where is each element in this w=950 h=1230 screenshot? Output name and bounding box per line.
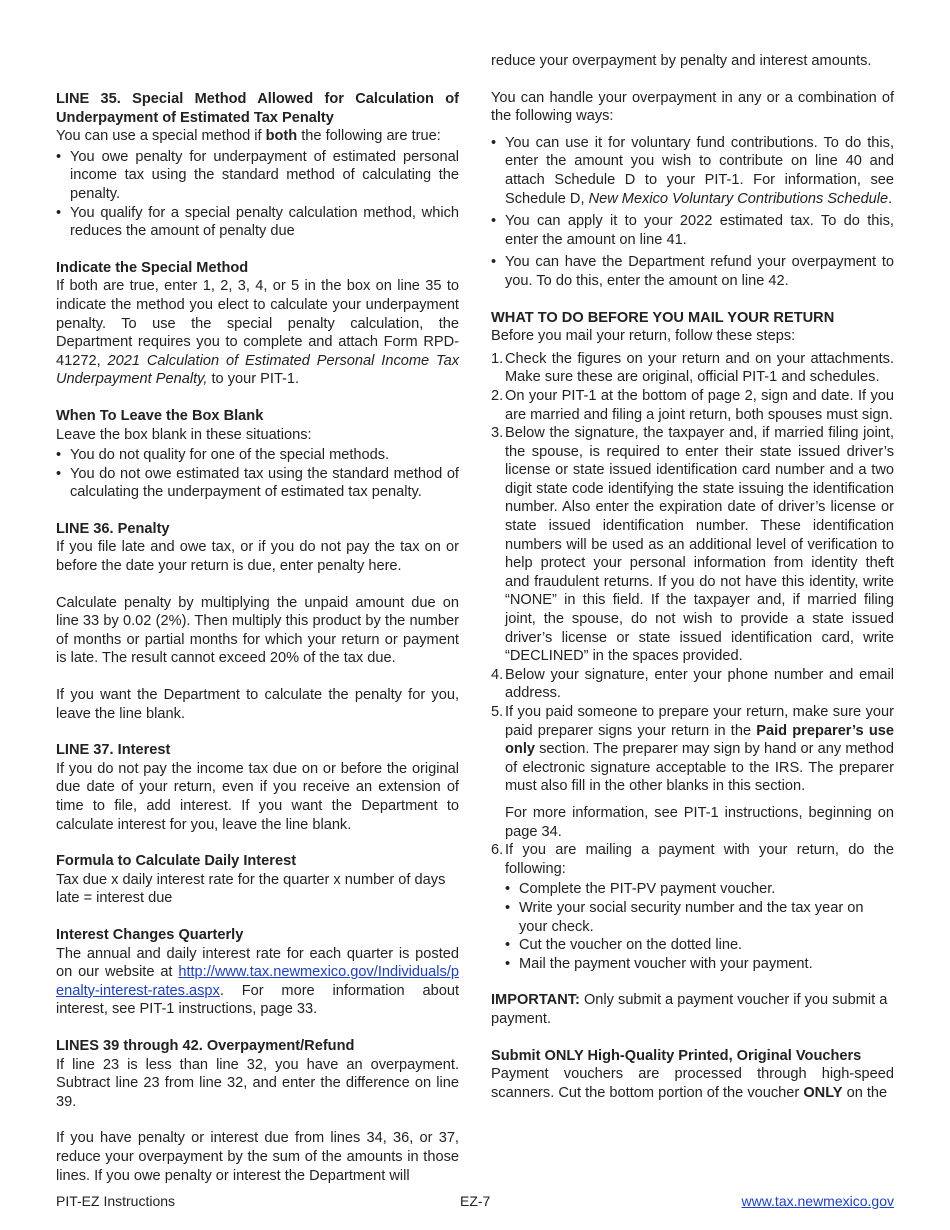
list-item [491, 134, 894, 208]
step-5 [491, 703, 894, 841]
step-number: 1. [491, 350, 504, 367]
step-6 [491, 841, 894, 973]
step-text: Below your signature, enter your phone number and email address. [505, 666, 894, 702]
changes-heading: Interest Changes Quarterly [56, 926, 244, 943]
line36-p3: If you want the Department to calculate the penalty for you, leave the line blank. [56, 687, 459, 722]
step-1 [491, 350, 894, 387]
interest-rates-link[interactable]: http://www.tax.newmexico.gov/Individuals/penalty-interest-rates.aspx [56, 964, 459, 999]
step-text: On your PIT-1 at the bottom of page 2, sign and date. If you are married and filing a joint return, both spouses must sign. [505, 387, 894, 423]
way1-post: . [888, 190, 893, 207]
right-column [491, 52, 894, 1102]
blank-bullets [56, 446, 459, 502]
list-item: • You can have the Department refund your overpayment to you. To do this, enter the amount on line 42. [491, 253, 894, 290]
lines39-heading: LINES 39 through 42. Overpayment/Refund [56, 1037, 355, 1054]
list-item: • Complete the PIT-PV payment voucher. [505, 880, 894, 899]
list-item: • You owe penalty for underpayment of estimated personal income tax using the standard method of calculating the penalty. [56, 148, 459, 204]
line36-p1: If you file late and owe tax, or if you do not pay the tax on or before the date your return is due, enter penalty here. [56, 539, 459, 575]
list-item: • Write your social security number and the tax year on your check. [505, 899, 894, 936]
submit-text-pre: Payment vouchers are processed through high-speed scanners. Cut the bottom portion of the voucher [491, 1066, 894, 1101]
formula-heading: Formula to Calculate Daily Interest [56, 853, 297, 870]
line35-intro-bold: both [265, 128, 298, 145]
overpayment-continued: reduce your overpayment by penalty and interest amounts. [491, 53, 872, 69]
list-item: • You can apply it to your 2022 estimated tax. To do this, enter the amount on line 41. [491, 212, 894, 249]
line35-intro [56, 127, 459, 146]
step-4 [491, 666, 894, 703]
step-text: Below the signature, the taxpayer and, if married filing joint, the spouse, is required to enter their state issued driver’s license or state issued identification card number and a two digit state code identifying the state issuing the identification number. Also enter the expiration date of driver’s license or state issued identification number. These identification numbers will be used as an additional level of verification to help protect your personal information from identity theft and fraudulent returns. If you do not have this identity, write “NONE” in this field. If the taxpayer and, if married filing joint, the spouse, do not wish to provide a state issued driver’s license or state issued identification card, write “DECLINED” in the spaces provided. [505, 425, 894, 665]
line37-p1: If you do not pay the income tax due on or before the original due date of your return, even if you receive an extension of time to file, add interest. If you want the Department to calculate interest for you, leave the line blank. [56, 760, 459, 833]
step-text-post: section. The preparer may sign by hand or any method of electronic signature acceptable to the IRS. The preparer must also fill in the other blanks in this section. [505, 741, 894, 795]
way1-schedule-title: New Mexico Voluntary Contributions Schedule [588, 190, 889, 207]
indicate-text-post: to your PIT-1. [207, 371, 300, 388]
submit-heading: Submit ONLY High-Quality Printed, Original Vouchers [491, 1047, 862, 1064]
line36-p2: Calculate penalty by multiplying the unpaid amount due on line 33 by 0.02 (2%). Then multiply this product by the number of months or partial months for which your return or payment is late. The result cannot exceed 20% of the tax due. [56, 594, 459, 667]
list-item: • You qualify for a special penalty calculation method, which reduces the amount of penalty due [56, 204, 459, 241]
list-item: • You do not quality for one of the special methods. [56, 446, 459, 465]
left-column [56, 52, 459, 1185]
handle-text: You can handle your overpayment in any or a combination of the following ways: [491, 89, 894, 125]
important-note [491, 991, 894, 1028]
footer-doc-title: PIT-EZ Instructions [56, 1193, 176, 1209]
footer-page-number: EZ-7 [460, 1193, 491, 1209]
submit-text [491, 1065, 894, 1102]
lines39-p1: If line 23 is less than line 32, you have an overpayment. Subtract line 23 from line 32, and enter the difference on line 39. [56, 1056, 459, 1110]
step-text: Check the figures on your return and on your attachments. Make sure these are original, official PIT-1 and schedules. [505, 350, 894, 386]
blank-heading: When To Leave the Box Blank [56, 407, 264, 424]
changes-text [56, 945, 459, 1019]
step-number: 3. [491, 425, 504, 442]
indicate-text [56, 277, 459, 389]
mail-heading: WHAT TO DO BEFORE YOU MAIL YOUR RETURN [491, 309, 835, 326]
lines39-p2: If you have penalty or interest due from lines 34, 36, or 37, reduce your overpayment by the sum of the amounts in those lines. If you owe penalty or interest the Department will [56, 1130, 459, 1184]
indicate-text-pre: If both are true, enter 1, 2, 3, 4, or 5 in the box on line 35 to indicate the method you elect to calculate your underpayment penalty. To use the special penalty calculation, the Department requires you to complete and attach Form RPD-41272, [56, 278, 459, 369]
paid-preparer-label: Paid preparer’s use only [505, 722, 894, 758]
way1-pre: You can use it for voluntary fund contributions. To do this, enter the amount you wish to contribute on line 40 and attach Schedule D to your PIT-1. For information, see Schedule D, [505, 134, 894, 207]
important-label: IMPORTANT: [491, 992, 580, 1009]
changes-text-pre: The annual and daily interest rate for each quarter is posted on our website at [56, 945, 459, 981]
step-number: 5. [491, 704, 504, 720]
step-6-bullets [505, 880, 894, 973]
footer-website-link[interactable]: www.tax.newmexico.gov [741, 1193, 894, 1209]
list-item: • Mail the payment voucher with your payment. [505, 955, 894, 974]
submit-text-post: on the [842, 1084, 888, 1101]
step-3 [491, 424, 894, 666]
line35-bullets [56, 148, 459, 241]
formula-text: Tax due x daily interest rate for the quarter x number of days late = interest due [56, 871, 446, 907]
list-item: • Cut the voucher on the dotted line. [505, 936, 894, 955]
step-number: 2. [491, 387, 504, 404]
changes-text-post: . For more information about interest, see PIT-1 instructions, page 33. [56, 982, 459, 1018]
blank-intro: Leave the box blank in these situations: [56, 426, 312, 443]
line35-heading: LINE 35. Special Method Allowed for Calculation of Underpayment of Estimated Tax Penalty [56, 91, 459, 126]
indicate-heading: Indicate the Special Method [56, 259, 249, 276]
submit-only: ONLY [803, 1084, 843, 1101]
mail-steps [491, 350, 894, 974]
line37-heading: LINE 37. Interest [56, 742, 171, 759]
list-item: • You do not owe estimated tax using the standard method of calculating the underpayment of estimated tax penalty. [56, 465, 459, 502]
step-number: 4. [491, 666, 504, 683]
line36-heading: LINE 36. Penalty [56, 520, 170, 537]
line35-intro-post: the following are true: [297, 128, 441, 145]
step-2 [491, 387, 894, 424]
step-number: 6. [491, 842, 504, 859]
step-5-more: For more information, see PIT-1 instructions, beginning on page 34. [505, 804, 894, 840]
mail-intro: Before you mail your return, follow these steps: [491, 328, 796, 345]
line35-intro-pre: You can use a special method if [56, 128, 266, 145]
important-text: Only submit a payment voucher if you submit a payment. [491, 992, 888, 1027]
step-text: If you are mailing a payment with your return, do the following: [505, 842, 894, 877]
indicate-form-title: 2021 Calculation of Estimated Personal Income Tax Underpayment Penalty, [56, 352, 459, 388]
overpayment-ways [491, 134, 894, 291]
step-text: If you paid someone to prepare your return, make sure your paid preparer signs your return in the [505, 704, 894, 739]
